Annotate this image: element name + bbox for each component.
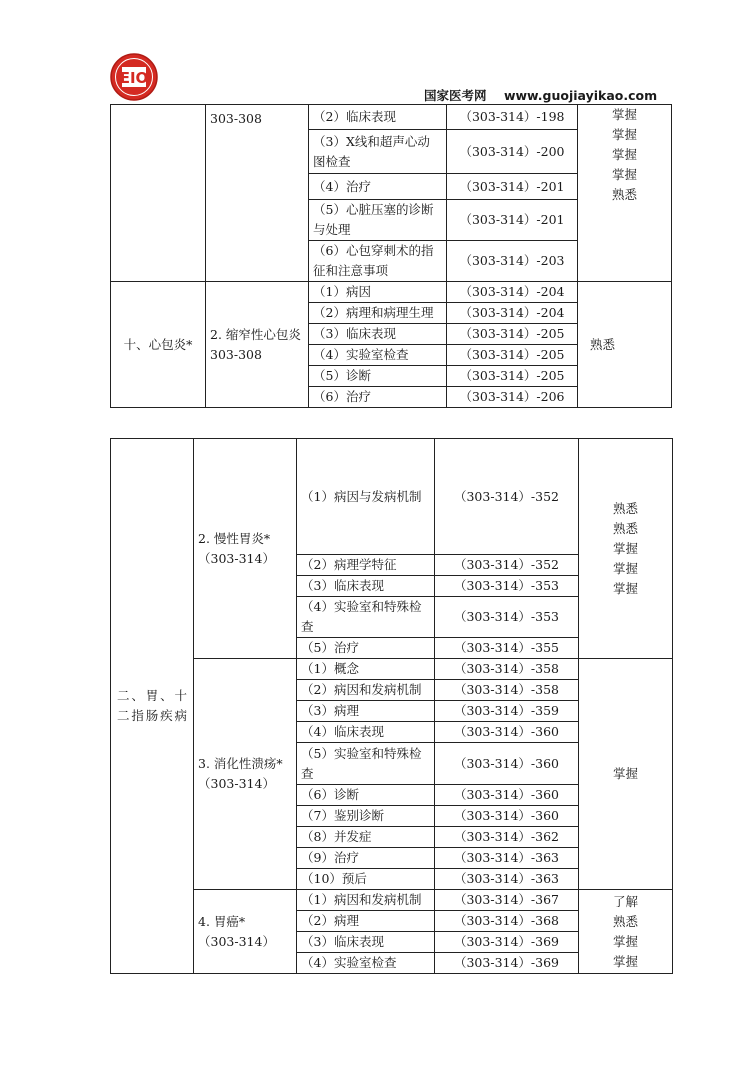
item-cell: （1）概念	[297, 659, 435, 680]
item-cell: （3）临床表现	[297, 932, 435, 953]
item-cell: （1）病因与发病机制	[297, 439, 435, 555]
item-cell: （8）并发症	[297, 827, 435, 848]
table-row	[111, 890, 673, 911]
ref-cell: （303-314）-362	[435, 827, 579, 848]
ref-cell: （303-314）-353	[435, 576, 579, 597]
level-text: 掌握	[611, 107, 637, 122]
item-cell: （4）实验室和特殊检查	[297, 597, 435, 638]
ref-cell: （303-314）-360	[435, 722, 579, 743]
ref-cell: （303-314）-358	[435, 659, 579, 680]
item-cell: （6）诊断	[297, 785, 435, 806]
level-cell: 掌握	[579, 659, 673, 890]
subunit-cell	[194, 659, 297, 890]
svg-text:EIO: EIO	[119, 69, 149, 87]
ref-cell: （303-314）-358	[435, 680, 579, 701]
level-text: 掌握	[612, 580, 638, 596]
item-cell: （5）诊断	[309, 366, 447, 387]
item-cell: （6）治疗	[309, 387, 447, 408]
level-text: 掌握	[611, 167, 637, 182]
table-row	[111, 659, 673, 680]
subunit-title: 3. 消化性溃疡*	[198, 756, 283, 771]
syllabus-table-2	[110, 438, 673, 974]
subunit-cell	[206, 282, 309, 408]
item-cell: （7）鉴别诊断	[297, 806, 435, 827]
level-text: 熟悉	[612, 913, 638, 929]
level-text: 熟悉	[612, 520, 638, 536]
ref-cell: （303-314）-353	[435, 597, 579, 638]
level-text: 掌握	[611, 147, 637, 162]
ref-cell: （303-314）-205	[447, 324, 578, 345]
subunit-cell	[194, 439, 297, 659]
level-text: 熟悉	[611, 187, 637, 202]
ref-cell: （303-314）-368	[435, 911, 579, 932]
ref-cell: （303-314）-355	[435, 638, 579, 659]
item-cell: （10）预后	[297, 869, 435, 890]
level-cell	[579, 890, 673, 974]
item-cell: （2）病理	[297, 911, 435, 932]
item-cell: （4）治疗	[309, 174, 447, 200]
ref-cell: （303-314）-206	[447, 387, 578, 408]
syllabus-table-1	[110, 104, 672, 408]
unit-cell: 十、心包炎*	[111, 282, 206, 408]
level-text: 掌握	[612, 933, 638, 949]
item-cell: （3）病理	[297, 701, 435, 722]
item-cell: （2）病理学特征	[297, 555, 435, 576]
ref-cell: （303-314）-369	[435, 953, 579, 974]
item-cell: （3）X线和超声心动图检查	[309, 130, 447, 174]
ref-cell: （303-314）-359	[435, 701, 579, 722]
subunit-cell: 303-308	[206, 105, 309, 282]
subunit-ref: 303-308	[210, 346, 262, 362]
item-cell: （2）病理和病理生理	[309, 303, 447, 324]
item-cell: （5）心脏压塞的诊断与处理	[309, 200, 447, 241]
item-cell: （3）临床表现	[297, 576, 435, 597]
subunit-title: 2. 缩窄性心包炎	[210, 326, 301, 342]
subunit-title: 4. 胃癌*	[198, 913, 246, 929]
level-text: 熟悉	[612, 500, 638, 516]
table-row	[111, 439, 673, 555]
item-cell: （1）病因	[309, 282, 447, 303]
ref-cell: （303-314）-201	[447, 200, 578, 241]
item-cell: （5）治疗	[297, 638, 435, 659]
level-cell: 熟悉	[578, 282, 672, 408]
ref-cell: （303-314）-352	[435, 555, 579, 576]
ref-cell: （303-314）-360	[435, 743, 579, 785]
ref-cell: （303-314）-201	[447, 174, 578, 200]
item-cell: （1）病因和发病机制	[297, 890, 435, 911]
ref-cell: （303-314）-198	[447, 105, 578, 130]
table-row	[111, 282, 672, 303]
ref-cell: （303-314）-352	[435, 439, 579, 555]
item-cell: （3）临床表现	[309, 324, 447, 345]
ref-cell: （303-314）-205	[447, 345, 578, 366]
ref-cell: （303-314）-204	[447, 282, 578, 303]
ref-cell: （303-314）-205	[447, 366, 578, 387]
subunit-ref: （303-314）	[198, 933, 275, 949]
subunit-cell	[194, 890, 297, 974]
site-name: 国家医考网	[424, 88, 487, 103]
site-url[interactable]: www.guojiayikao.com	[503, 88, 658, 103]
ref-cell: （303-314）-203	[447, 241, 578, 282]
ref-cell: （303-314）-204	[447, 303, 578, 324]
level-cell	[578, 105, 672, 282]
ref-cell: （303-314）-360	[435, 785, 579, 806]
subunit-ref: （303-314）	[198, 550, 275, 566]
unit-cell: 二、胃、十二指肠疾病	[111, 439, 194, 974]
item-cell: （4）实验室检查	[297, 953, 435, 974]
ref-cell: （303-314）-363	[435, 869, 579, 890]
item-cell: （9）治疗	[297, 848, 435, 869]
level-cell	[579, 439, 673, 659]
level-text: 掌握	[611, 127, 637, 142]
subunit-ref: （303-314）	[198, 776, 275, 791]
site-logo	[109, 52, 159, 102]
level-text: 掌握	[612, 560, 638, 576]
level-text: 了解	[612, 893, 638, 909]
item-cell: （2）临床表现	[309, 105, 447, 130]
item-cell: （6）心包穿刺术的指征和注意事项	[309, 241, 447, 282]
item-cell: （5）实验室和特殊检查	[297, 743, 435, 785]
ref-cell: （303-314）-360	[435, 806, 579, 827]
level-text: 掌握	[612, 953, 638, 969]
item-cell: （4）临床表现	[297, 722, 435, 743]
level-text: 掌握	[612, 540, 638, 556]
ref-cell: （303-314）-200	[447, 130, 578, 174]
ref-cell: （303-314）-363	[435, 848, 579, 869]
unit-cell-empty	[111, 105, 206, 282]
item-cell: （2）病因和发病机制	[297, 680, 435, 701]
item-cell: （4）实验室检查	[309, 345, 447, 366]
site-header	[424, 86, 657, 104]
table-row	[111, 105, 672, 130]
subunit-title: 2. 慢性胃炎*	[198, 530, 271, 546]
ref-cell: （303-314）-369	[435, 932, 579, 953]
ref-cell: （303-314）-367	[435, 890, 579, 911]
